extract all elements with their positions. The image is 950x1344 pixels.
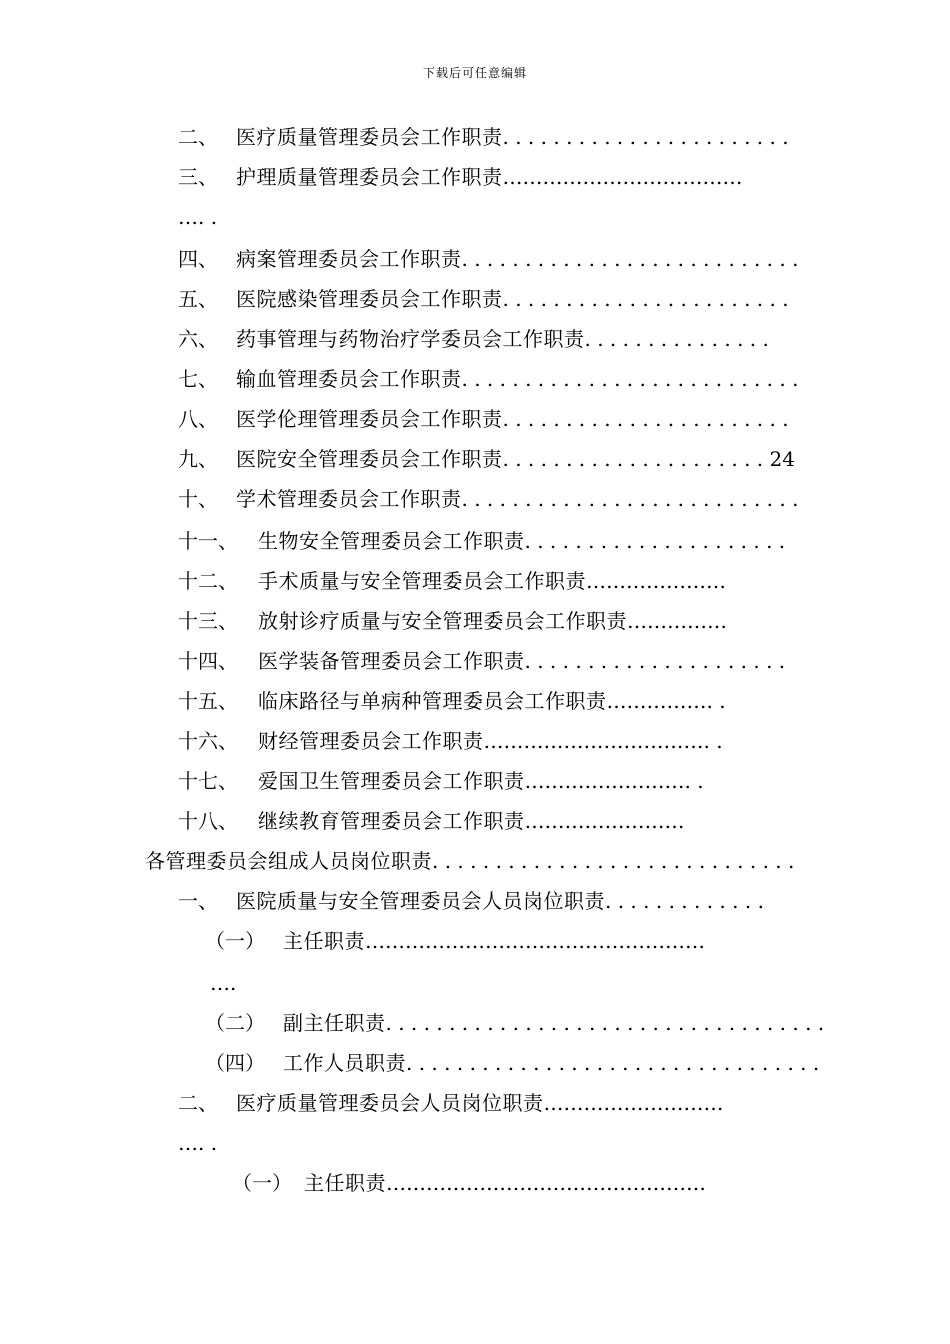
toc-entry-leader: . . . . . . . . . . . . . . . <box>584 327 769 351</box>
toc-entry[interactable] <box>178 122 789 152</box>
toc-entry-title: 病案管理委员会工作职责 <box>236 247 462 271</box>
toc-entry-title: 输血管理委员会工作职责 <box>236 367 462 391</box>
toc-entry[interactable] <box>178 404 789 434</box>
toc-entry-number: 十三、 <box>178 609 238 633</box>
toc-entry-leader: ………………………………………… <box>386 1171 706 1195</box>
toc-entry-title: 医院质量与安全管理委员会人员岗位职责 <box>236 889 605 913</box>
toc-entry-leader: …. <box>210 971 237 995</box>
toc-entry-title: 医学装备管理委员会工作职责 <box>258 649 525 673</box>
toc-entry-leader: …………………… <box>524 809 685 833</box>
toc-entry-number: 十六、 <box>178 729 238 753</box>
toc-entry[interactable] <box>178 646 785 676</box>
toc-entry-leader: …………… <box>627 609 727 633</box>
toc-entry[interactable] <box>178 606 727 636</box>
toc-entry[interactable] <box>178 284 789 314</box>
toc-entry[interactable] <box>178 526 785 556</box>
toc-entry[interactable] <box>178 162 743 192</box>
toc-entry-number: 五、 <box>178 287 218 311</box>
toc-entry-title: 财经管理委员会工作职责 <box>258 729 484 753</box>
toc-entry-title: 副主任职责 <box>283 1011 386 1035</box>
toc-subentry[interactable] <box>205 1008 824 1038</box>
toc-entry-leader: . . . . . . . . . . . . . . . . . . . . . . . . . . . . . . . . . . . <box>385 1011 825 1035</box>
toc-entry-number: 十七、 <box>178 769 238 793</box>
toc-entry-leader: ……………………………… <box>502 165 743 189</box>
toc-subentry[interactable] <box>205 1048 819 1078</box>
toc-entry[interactable] <box>178 726 723 756</box>
toc-entry-continuation <box>210 968 236 998</box>
toc-entry-leader: . . . . . . . . . . . . . . . . . . . . . <box>524 529 786 553</box>
toc-entry-leader: . . . . . . . . . . . . . . . . . . . . . . . . . . . <box>461 367 799 391</box>
toc-entry-title: 医院感染管理委员会工作职责 <box>236 287 503 311</box>
toc-entry[interactable] <box>178 244 798 274</box>
toc-entry-number: 六、 <box>178 327 218 351</box>
toc-entry-title: 各管理委员会组成人员岗位职责 <box>145 849 432 873</box>
toc-entry[interactable] <box>178 444 795 474</box>
toc-entry-leader: . . . . . . . . . . . . . . . . . . . . . . . . . . . . . . . . . <box>406 1051 820 1075</box>
toc-subentry[interactable] <box>232 1168 706 1198</box>
toc-entry-leader: . . . . . . . . . . . . . . . . . . . . . . . . . . . . . <box>432 849 795 873</box>
toc-entry-number: 十八、 <box>178 809 238 833</box>
toc-entry-number: 九、 <box>178 447 218 471</box>
toc-entry-number: 一、 <box>178 889 218 913</box>
toc-entry-number: （二） <box>205 1011 265 1035</box>
toc-entry-leader: . . . . . . . . . . . . . . . . . . . . . . . <box>502 125 789 149</box>
toc-entry-number: （一） <box>232 1171 292 1195</box>
toc-section-heading[interactable] <box>145 846 794 876</box>
toc-entry-title: 主任职责 <box>304 1171 386 1195</box>
toc-entry-title: 医学伦理管理委员会工作职责 <box>236 407 503 431</box>
toc-entry-number: 四、 <box>178 247 218 271</box>
toc-entry-number: 十、 <box>178 487 218 511</box>
toc-entry-number: 十四、 <box>178 649 238 673</box>
toc-entry-title: 医疗质量管理委员会人员岗位职责 <box>236 1091 544 1115</box>
toc-entry-leader: . . . . . . . . . . . . . . . . . . . . . . . <box>502 287 789 311</box>
toc-entry-continuation <box>178 1128 217 1158</box>
toc-entry[interactable] <box>178 364 798 394</box>
toc-entry-leader: ……………………. . <box>524 769 704 793</box>
toc-entry-number: 三、 <box>178 165 218 189</box>
toc-entry-leader: . . . . . . . . . . . . . . . . . . . . . 24 <box>502 447 795 471</box>
toc-entry-leader: . . . . . . . . . . . . . . . . . . . . . . . <box>502 407 789 431</box>
toc-entry-number: 二、 <box>178 1091 218 1115</box>
toc-entry[interactable] <box>178 686 726 716</box>
toc-entry-title: 爱国卫生管理委员会工作职责 <box>258 769 525 793</box>
toc-entry[interactable] <box>178 806 685 836</box>
toc-entry-leader: ………………… <box>586 569 726 593</box>
toc-entry-number: （一） <box>205 929 265 953</box>
toc-entry-leader: ……………………………. . <box>483 729 723 753</box>
toc-entry-title: 医院安全管理委员会工作职责 <box>236 447 503 471</box>
toc-entry-title: 放射诊疗质量与安全管理委员会工作职责 <box>258 609 627 633</box>
toc-entry-leader: …. . <box>178 1131 218 1155</box>
toc-entry-title: 手术质量与安全管理委员会工作职责 <box>258 569 586 593</box>
toc-entry-leader: . . . . . . . . . . . . . . . . . . . . . <box>524 649 786 673</box>
toc-entry-title: 继续教育管理委员会工作职责 <box>258 809 525 833</box>
toc-entry-number: 十一、 <box>178 529 238 553</box>
toc-entry-title: 学术管理委员会工作职责 <box>236 487 462 511</box>
toc-entry-title: 临床路径与单病种管理委员会工作职责 <box>258 689 607 713</box>
toc-entry[interactable] <box>178 1088 724 1118</box>
toc-subentry[interactable] <box>205 926 705 956</box>
toc-entry-number: 十二、 <box>178 569 238 593</box>
toc-entry[interactable] <box>178 324 769 354</box>
toc-entry-continuation <box>178 202 217 232</box>
toc-entry-title: 工作人员职责 <box>283 1051 406 1075</box>
toc-entry-title: 药事管理与药物治疗学委员会工作职责 <box>236 327 585 351</box>
toc-entry-leader: ……………. . <box>606 689 726 713</box>
toc-entry-number: 十五、 <box>178 689 238 713</box>
toc-entry-leader: …………………………………………… <box>365 929 705 953</box>
toc-entry-title: 生物安全管理委员会工作职责 <box>258 529 525 553</box>
toc-entry-leader: . . . . . . . . . . . . . . . . . . . . . . . . . . . <box>461 487 799 511</box>
toc-entry-title: 医疗质量管理委员会工作职责 <box>236 125 503 149</box>
toc-entry-title: 护理质量管理委员会工作职责 <box>236 165 503 189</box>
toc-entry-number: 二、 <box>178 125 218 149</box>
toc-entry[interactable] <box>178 566 726 596</box>
toc-entry-leader: . . . . . . . . . . . . . <box>605 889 764 913</box>
toc-entry[interactable] <box>178 484 798 514</box>
toc-entry-number: （四） <box>205 1051 265 1075</box>
toc-entry-leader: …. . <box>178 205 218 229</box>
toc-entry-leader: . . . . . . . . . . . . . . . . . . . . . . . . . . . <box>461 247 799 271</box>
toc-entry[interactable] <box>178 886 764 916</box>
toc-entry-number: 八、 <box>178 407 218 431</box>
toc-entry-number: 七、 <box>178 367 218 391</box>
toc-entry-title: 主任职责 <box>283 929 365 953</box>
page-header: 下载后可任意编辑 <box>422 66 527 80</box>
toc-entry[interactable] <box>178 766 704 796</box>
toc-entry-leader: ……………………… <box>543 1091 724 1115</box>
